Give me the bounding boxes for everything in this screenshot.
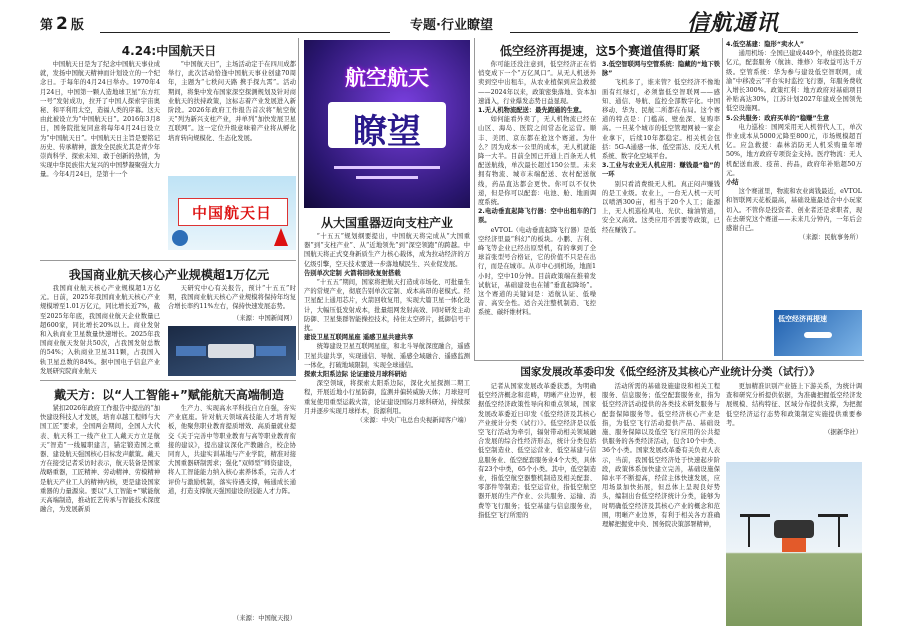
article-body-commercial-col1: 我国商业航天核心产业规模超1万亿元。日前，2025年我国商业航天核心产业规模增至1.01万亿元，同比增长近7%，截至2025年年底，我国商业航天企业数量已超600家，同比增长20%以上。商业发射和入轨商业卫星数量快速增长。2025年我国商业航天发射共50次，占我国发射总数的54%；入轨商业卫星311颗，占我国入轨卫星总数的84%。据中国电子信息产业发展研究院商业航天 bbox=[40, 285, 160, 375]
article-title-pillar: 从大国重器迈向支柱产业 bbox=[320, 216, 453, 230]
article-body-commercial-col2: 天研究中心有关报告，预计“十五五”时期，我国商业航天核心产业规模将保持年均复合增长率约11%左右，保持快速发展态势。 bbox=[168, 285, 296, 311]
rocket-icon bbox=[274, 228, 288, 246]
subheading: 2.电动垂直起降飞行器：空中出租车的门票。 bbox=[478, 208, 596, 225]
article-body-space-day-col2: “中国航天日”，主场活动定于在四川成都举行，此次活动恰逢中国航天事业创建70周年，主题为“七秩问天路 携手探九霄”。活动期间，将集中发布国家深空探测规划及针对商业航天的扶持政策，这标志着产业发展进入新阶段。2026年政府工作报告首次将“航空航天”列为新兴支柱产业，并单列“加快发展卫星互联网”。这一定位升级意味着产业将从孵化培育转向规模化、生态化发展。 bbox=[168, 61, 296, 142]
subheading: 建设卫星互联网星座 遥感卫星共建共享 bbox=[304, 334, 414, 342]
column-logo bbox=[304, 40, 470, 208]
low-altitude-thumbnail bbox=[774, 310, 862, 356]
article-body-low-altitude-col2: 3.低空智联网与空管系统：隐藏的“地下铁脉” 飞机多了，谁来管？低空经济不像地面有红绿灯，必须靠低空智联网——感知、通信、导航、监控全部数字化。中国移动、华为、民航二所都在布局。这个赛道的特点是：门槛高、壁垒深、复购率高。一旦某个城市的低空管理网被一家企业拿下，后续10年都稳定。相关机会包括：5G-A通感一体、低空雷达、反无人机系统、数字化空域平台。 3.工业与农业无人机应用：赚钱最“稳”的一环 别只看消费级无人机。真正闷声赚钱的是工业级。农业上，一台无人机一天可以喷洒300亩，相当于20个人工；能源上，无人机巡检风电、光伏、输油管道，安全又高效。这类应用不需要等政策，已经在赚钱了。 bbox=[602, 61, 720, 234]
article-body-ndrc-col1: 记者从国家发展改革委获悉，为明确低空经济概念和范畴，明晰产业边界，根据低空经济政策性导向和重点领域，国家发展改革委近日印发《低空经济及其核心产业统计分类（试行）》。低空经济是以低空飞行活动为牵引，辐射带动相关领域融合发展的综合性经济形态，统计分类包括低空制造业、低空运营业、低空基建与信息服务业、低空配套服务业4个大类，具体有23个中类，65个小类。其中，低空制造业，指低空航空器整机制造及相关配套、零部件等制造；低空运营业，指低空航空器开展的生产作业、公共服务、运输、消费等飞行服务；低空基建与信息服务业，指低空飞行所需的 bbox=[478, 383, 596, 519]
newspaper-brand: 信航通讯 bbox=[686, 10, 779, 36]
page-number-label: 第 2 版 bbox=[40, 14, 84, 34]
divider bbox=[474, 38, 475, 360]
page-header bbox=[0, 0, 899, 34]
header-rule-end bbox=[778, 32, 858, 33]
subheading: 探索太阳系边际 论证建设月球科研站 bbox=[304, 371, 407, 379]
article-title-space-day: 4.24:中国航天日 bbox=[121, 44, 217, 58]
divider bbox=[722, 38, 723, 360]
thumbnail-caption: 低空经济再提速 bbox=[778, 315, 827, 323]
satellite-photo bbox=[168, 326, 296, 376]
banner-text: 中国航天日 bbox=[191, 204, 272, 222]
drone-photo bbox=[726, 462, 862, 626]
article-title-ai: 戴天方：以“人工智能+”赋能航天高端制造 bbox=[54, 388, 284, 402]
article-title-low-altitude: 低空经济再提速，这5个赛道值得盯紧 bbox=[499, 44, 701, 58]
article-body-pillar: “十五五”规划纲要提出，中国航天将完成从“大国重器”到“支柱产业”、从“近地领先”到“深空领跑”的跨越。中国航天将正式变身新质生产力核心载体，成为拉动经济的万亿级引擎，空天技术要进一步落地赋民生、兴业促发展。 告别单次定制 火箭将回收复射搭载 “十五五”期间，国家将把航天打造成市场化、可批量生产的常规产业，彻底告别单次定制、成本高昂的老模式。经卫星配上通用芯片，火箭回收复用，实现大篇卫星一体化设计，大幅压低发射成本，批量组网发射高效、同时研发主动防御、卫星集群智能操控技术，持住太空碎片，抵御信号干扰。 建设卫星互联网星座 遥感卫星共建共享 统筹建设卫星互联网星座，和北斗导航深度融合，遥感卫星共建共享，实现通信、导航、遥感全域融合、遥感监测一体化，打破地域限制，实现全球通信。 探索太阳系边际 论证建设月球科研站 深空领域，将探索太阳系边际，深化火星探测二期工程，开展近地小行星防御，监测并偏转威胁天体；月球迎可重复使用重型运载火箭，论证建设国际月球科研站，持续探月并逐步实现月球样本，资源利用。 （来源：中央广电总台央视新闻客户端） bbox=[304, 233, 470, 425]
subheading: 告别单次定制 火箭将回收复射搭载 bbox=[304, 269, 401, 277]
source-commercial: （来源：中国新闻网） bbox=[233, 315, 296, 322]
space-day-banner bbox=[168, 176, 296, 250]
subheading: 小结 bbox=[726, 179, 739, 187]
source-ai: （来源：中国航天报） bbox=[233, 615, 296, 622]
globe-icon bbox=[172, 230, 188, 246]
header-rule-right bbox=[510, 32, 710, 33]
divider bbox=[40, 260, 296, 261]
section-title: 专题·行业瞭望 bbox=[410, 18, 493, 33]
divider bbox=[474, 360, 864, 361]
article-body-ai-col2: 生产力、实现高水平科技自立自强，夯实产业底座。针对航天领域高技能人才培育短板，他聚焦职业教育提质增效、高质量就业提交《关于完善中等职业教育与高等职业教育衔接的建议》，提出建议深化产教融合，校企协同育人，共建实训基地与产业学院，精准对接大国重器研制需求；强化“双师型”师资建设，将人工智能能力纳入核心素养体系，完善人才评价与激励机制，落实待遇支撑，畅通成长通道，打造支撑航天强国建设的技能人才力阵。 bbox=[168, 405, 296, 495]
article-body-ndrc-col3: 更加精准识别产业链上下游关系，为统计调查和研究分析提供依据，为准确把握低空经济发展规模、结构特征、区域分布提供支撑，为把握低空经济运行态势和政策制定实施提供重要参考。 （据新华社） bbox=[726, 383, 862, 437]
subheading: 3.工业与农业无人机应用：赚钱最“稳”的一环 bbox=[602, 162, 720, 179]
header-rule-left bbox=[100, 32, 390, 33]
article-body-low-altitude-col3: 4.低空基建：隐形“卖水人” 通用机场：全国已建成449个，单座投资超2亿元，配套服务（航油、维修）年收益可达千万级。空管系统：华为参与建设低空智联网，成渝“中移凌云”平台实时监控飞行器，年服务费收入增长300%。政策红利：地方政府对基础项目补贴高达30%，江苏计划2027年建成全国领先低空设施网。 5.公共服务：政府买单的“稳赚”生意 电力巡检：国网采用无人机替代人工，单次作业成本从5000元降至800元，市场规模超百亿。应急救援：森林消防无人机采购量年增50%，地方政府专项资金支持。医疗物流：无人机配送血液、疫苗、药品，政府年补贴超50万元。 小结 这个赛道里，物流和农业离钱最近，eVTOL和智联网天花板最高，基础设施最适合中小玩家切入。不管你是投资者、创业者还是求职者，现在去研究这个赛道——未来几分钟内，一年后会感谢自己。 （来源：民航事务所） bbox=[726, 41, 862, 242]
article-body-ndrc-col2: 活动所需的基础设施建设和相关工程服务、信息服务；低空配套服务业，指为低空经济活动提供的各类技术研发服务与配套保障服务等。低空经济核心产业是指，为低空飞行活动提供产品、基础设施、服务保障以及低空飞行应用的公共提供服务的各类经济活动，包含10个中类、36个小类。国家发展改革委有关负责人表示，当前，我国低空经济处于快速起步阶段，政策体系加快建立完善，基础设施保障水平不断提高，经营主体快速发展，应用场景加快拓展，但总体上呈现良好势头，编制出台低空经济统计分类，能够为时明确低空经济及其核心产业的概念和范围，明晰产业边界，有利于相关各方准确理解把握党中央、国务院决策部署精神， bbox=[602, 383, 720, 529]
subheading: 5.公共服务：政府买单的“稳赚”生意 bbox=[726, 114, 830, 122]
article-title-ndrc: 国家发展改革委印发《低空经济及其核心产业统计分类（试行）》 bbox=[520, 366, 820, 378]
article-body-space-day-col1: 中国航天日是为了纪念中国航天事业成就，发扬中国航天精神而计划设立的一个纪念日。于每年的4月24日举办。1970年4月24日，中国第一颗人造地球卫星“东方红一号”发射成功，拉开了中国人探索宇宙奥秘、和平利用太空，造福人类的序幕。这天由此被设立为“中国航天日”。2016年3月8日，国务院批复同意将每年4月24日设立为“中国航天日”。中国航天日主旨是要铭记历史、传承精神，激发全民族尤其是青少年崇尚科学、探索未知、敢于创新的热情，为实现中华民族伟大复兴的中国梦凝聚强大力量。今年4月24日，是第十一个 bbox=[40, 61, 160, 179]
subheading: 3.低空智联网与空管系统：隐藏的“地下铁脉” bbox=[602, 61, 720, 78]
logo-line2: 瞭望 bbox=[353, 112, 421, 152]
article-title-commercial: 我国商业航天核心产业规模超1万亿元 bbox=[68, 268, 270, 282]
article-body-ai-col1: 紧扣2026年政府工作报告中提出的“加快建设科技人才发展，培育卓越工程师与大国工匠”要求，全国两会期间，全国人大代表、航天科工一线产业工人戴天方立足航天“智造”一线履职建言，锚定锻造国之重器、建设航天强国核心目标发声献策。戴天方在接受记者采访时表示，航天装备是国家战略重器，工匠精神、劳动精神、劳模精神是航天产业工人的精神内核，更是建设国家重器的力量源泉。要以“人工智能+”赋能航天高端制造，推动匠艺传承与智能技术深度融合，为发展新质 bbox=[40, 405, 160, 514]
divider bbox=[298, 38, 299, 360]
subheading: 4.低空基建：隐形“卖水人” bbox=[726, 41, 805, 48]
subheading: 1.无人机物流配送：最先跑通的生意。 bbox=[478, 107, 586, 115]
article-body-low-altitude-col1: 你可能还没注意到，低空经济正在悄悄变成下一个“万亿风口”。从无人机送外卖到空中出租车，从农业植保到应急救援——2024年以来，政策密集落地、资本加速涌入，行业爆发态势日益显现。 1.无人机物流配送：最先跑通的生意。 如何能看外卖了，无人机物流已经在山区、海岛、医院之间常态化运营。顺丰、美团、京东都在抢这个赛道。为什么？因为成本一公里的成本，无人机就能降一大半。目前全国已开通上百条无人机配送航线，单次最长超过150公里。未来拥有物流、城市末端配送、农村配送航线，药品直达都会更快。你可以不仅快递，但是你可以配套：电池、舱、地面调度系统。 2.电动垂直起降飞行器：空中出租车的门票。 eVTOL（电动垂直起降飞行器）是低空经济里最“科幻”的板块。小鹏、吉利、峰飞等企业已经出原型机，有的拿到了全球首张型号合格证，它的价值不只是在出行，而是在城市。从市中心到机场，地面1小时，空中10分钟。目前政策端在推着发试航证，基础建设也在铺“垂直起降场”。这个赛道的关键词是：适航认证、低噪音、高安全性。适合关注整机制造、飞控系统、碳纤维材料。 bbox=[478, 61, 596, 317]
divider bbox=[40, 380, 296, 381]
logo-line1: 航空航天 bbox=[345, 66, 429, 90]
drone-icon bbox=[774, 520, 814, 538]
